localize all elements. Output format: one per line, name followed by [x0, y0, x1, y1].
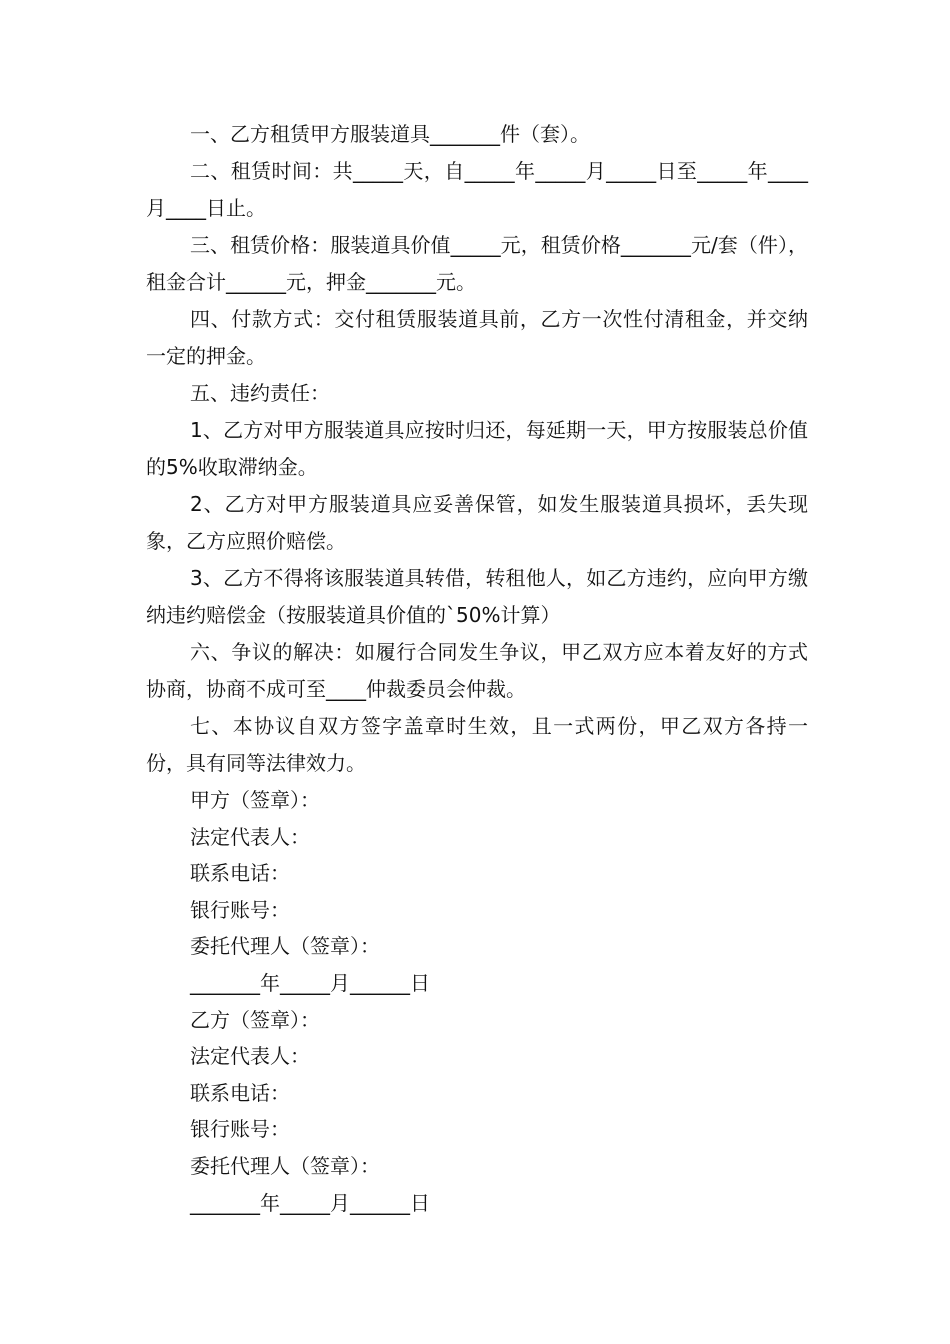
- clause-1-lease-quantity: 一、乙方租赁甲方服装道具_______件（套）。: [190, 122, 590, 146]
- party-b-legal-rep: 法定代表人：: [190, 1044, 310, 1069]
- party-b-phone: 联系电话：: [190, 1080, 290, 1105]
- clause-3-lease-price: 三、租赁价格：服装道具价值_____元，租赁价格_______元/套（件），租金合计______元，押金_______元。: [146, 233, 808, 294]
- contract-body: [146, 116, 808, 1221]
- liability-item-2: 2、乙方对甲方服装道具应妥善保管，如发生服装道具损坏，丢失现象，乙方应照价赔偿。: [146, 492, 808, 553]
- party-a-legal-rep: 法定代表人：: [190, 824, 310, 849]
- party-a-title: 甲方（签章）：: [190, 788, 320, 812]
- party-a-phone: 联系电话：: [190, 861, 290, 886]
- party-a-date: _______年_____月______日: [190, 970, 430, 995]
- party-a-signature-block: [146, 782, 808, 1002]
- party-a-bank-account: 银行账号：: [190, 897, 290, 922]
- clause-6-dispute-resolution: 六、争议的解决：如履行合同发生争议，甲乙双方应本着友好的方式协商，协商不成可至____仲裁委员会仲裁。: [146, 640, 808, 701]
- clause-4-payment-method: 四、付款方式：交付租赁服装道具前，乙方一次性付清租金，并交纳一定的押金。: [146, 307, 808, 368]
- liability-item-1: 1、乙方对甲方服装道具应按时归还，每延期一天，甲方按服装总价值的5%收取滞纳金。: [146, 418, 808, 479]
- clause-2-lease-period: 二、租赁时间：共_____天，自_____年_____月_____日至_____年____月____日止。: [146, 159, 808, 220]
- party-b-signature-block: [146, 1002, 808, 1222]
- party-a-agent: 委托代理人（签章）：: [190, 934, 380, 959]
- party-b-agent: 委托代理人（签章）：: [190, 1153, 380, 1178]
- party-b-bank-account: 银行账号：: [190, 1117, 290, 1142]
- liability-item-3: 3、乙方不得将该服装道具转借，转租他人，如乙方违约，应向甲方缴纳违约赔偿金（按服装道具价值的`50%计算）: [146, 566, 808, 627]
- party-b-title: 乙方（签章）：: [190, 1007, 320, 1032]
- clause-7-effectiveness: 七、本协议自双方签字盖章时生效，且一式两份，甲乙双方各持一份，具有同等法律效力。: [146, 714, 808, 775]
- party-b-date: _______年_____月______日: [190, 1190, 430, 1215]
- clause-5-liability-heading: 五、违约责任：: [190, 381, 330, 405]
